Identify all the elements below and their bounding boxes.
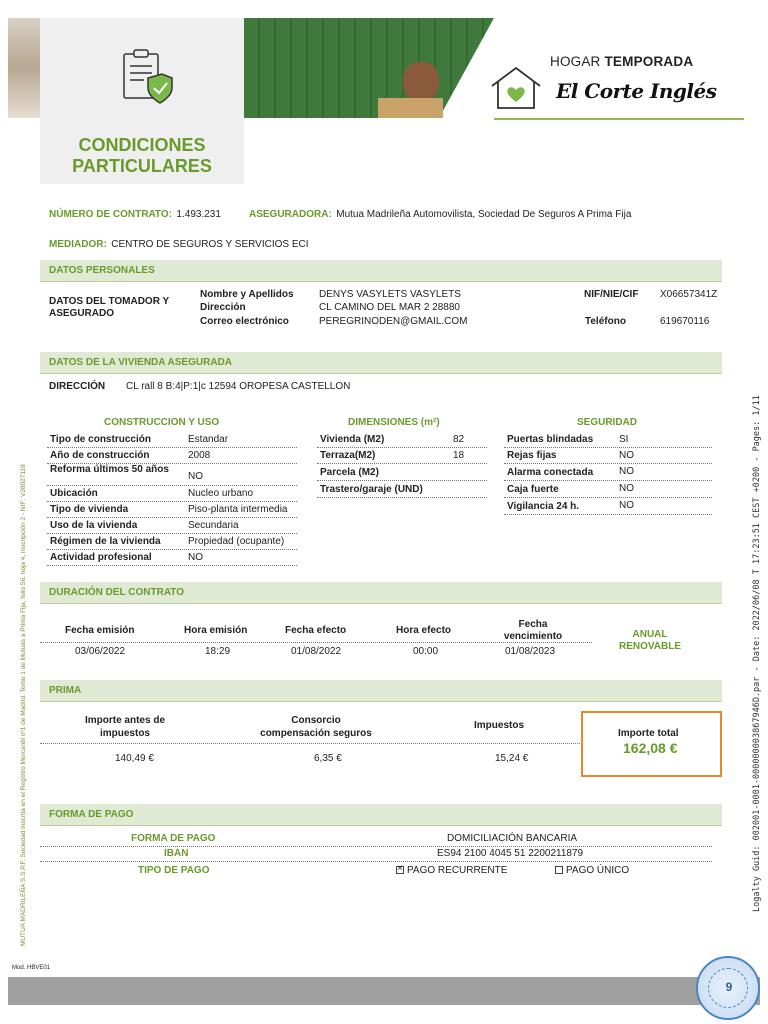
section-duration: DURACIÓN DEL CONTRATO xyxy=(40,582,722,604)
consortium-label-line2: compensación seguros xyxy=(260,728,372,739)
construction-row xyxy=(47,534,297,550)
construction-row xyxy=(47,432,297,448)
security-label: Caja fuerte xyxy=(507,484,559,495)
pre-tax-label-line1: Importe antes de xyxy=(84,715,166,726)
total-label: Importe total xyxy=(618,728,679,739)
address-label: Dirección xyxy=(200,302,246,313)
security-value: NO xyxy=(619,483,634,494)
duration-divider xyxy=(40,642,592,643)
vase-image xyxy=(403,62,439,100)
dimension-value: 18 xyxy=(453,450,465,461)
effect-date-value: 01/08/2022 xyxy=(291,646,342,657)
consortium-value: 6,35 € xyxy=(314,753,342,764)
model-code: Mod. HBVE01 xyxy=(12,965,51,971)
dimension-label: Vivienda (M2) xyxy=(320,434,385,445)
security-label: Rejas fijas xyxy=(507,450,557,461)
construction-label: Año de construcción xyxy=(50,450,150,461)
nif-value: X06657341Z xyxy=(660,289,718,300)
header-rule xyxy=(494,118,744,120)
name-label: Nombre y Apellidos xyxy=(200,289,294,300)
page-number: 9 xyxy=(725,980,733,994)
security-value: SI xyxy=(619,434,629,445)
security-value: NO xyxy=(619,500,634,511)
construction-row xyxy=(47,448,297,464)
construction-row xyxy=(47,464,297,486)
construction-label: Reforma últimos 50 años xyxy=(50,464,169,475)
recurring-payment-option xyxy=(396,865,507,876)
consortium-label-line1: Consorcio xyxy=(291,715,341,726)
construction-value: NO xyxy=(188,552,203,563)
renewal-line1: ANUAL xyxy=(632,629,668,640)
insurer-label: ASEGURADORA: xyxy=(249,209,332,220)
section-personal-data: DATOS PERSONALES xyxy=(40,260,722,282)
security-label: Alarma conectada xyxy=(507,467,594,478)
recurring-checkbox-icon xyxy=(396,866,404,874)
email-value: PEREGRINODEN@GMAIL.COM xyxy=(319,316,468,327)
dimension-label: Terraza(M2) xyxy=(320,450,376,461)
security-row xyxy=(504,498,712,515)
single-checkbox-icon xyxy=(555,866,563,874)
construction-value: Estandar xyxy=(188,434,229,445)
house-heart-icon xyxy=(488,64,544,112)
dwelling-address-value: CL rall 8 B:4|P:1|c 12594 OROPESA CASTELLON xyxy=(126,381,351,392)
construction-row xyxy=(47,486,297,502)
policyholder-heading: DATOS DEL TOMADOR Y ASEGURADO xyxy=(49,296,170,319)
construction-value: 2008 xyxy=(188,450,211,461)
construction-label: Ubicación xyxy=(50,488,98,499)
product-name-prefix: HOGAR xyxy=(550,54,605,69)
security-value: NO xyxy=(619,450,634,461)
payment-divider-1 xyxy=(40,846,712,847)
construction-label: Uso de la vivienda xyxy=(50,520,138,531)
security-value: NO xyxy=(619,466,634,477)
dimension-label: Parcela (M2) xyxy=(320,467,379,478)
contract-number xyxy=(49,204,221,222)
pre-tax-label-line2: impuestos xyxy=(99,728,150,739)
name-value: DENYS VASYLETS VASYLETS xyxy=(319,289,461,300)
consortium-label xyxy=(246,714,386,740)
expiry-label-line1: Fecha xyxy=(518,619,548,630)
section-dwelling: DATOS DE LA VIVIENDA ASEGURADA xyxy=(40,352,722,374)
taxes-label: Impuestos xyxy=(474,720,525,731)
construction-heading: CONSTRUCCION Y USO xyxy=(104,417,220,428)
pre-tax-value: 140,49 € xyxy=(115,753,154,764)
footer-bar xyxy=(8,977,760,1005)
taxes-value: 15,24 € xyxy=(495,753,529,764)
construction-label: Actividad profesional xyxy=(50,552,152,563)
iban-value: ES94 2100 4045 51 2200211879 xyxy=(437,848,584,859)
contract-number-value: 1.493.231 xyxy=(176,209,221,220)
construction-value: Propiedad (ocupante) xyxy=(188,536,285,547)
security-heading: SEGURIDAD xyxy=(577,417,638,428)
renewal-type xyxy=(610,629,690,653)
payment-divider-2 xyxy=(40,861,712,862)
expiry-date-value: 01/08/2023 xyxy=(505,646,556,657)
pre-tax-label xyxy=(66,714,184,740)
phone-value: 619670116 xyxy=(660,316,710,327)
dimension-row xyxy=(317,432,487,448)
broker-value: CENTRO DE SEGUROS Y SERVICIOS ECI xyxy=(111,239,309,250)
header-photo-left xyxy=(8,18,42,118)
effect-time-label: Hora efecto xyxy=(396,625,452,636)
email-label: Correo electrónico xyxy=(200,316,289,327)
payment-type-label: TIPO DE PAGO xyxy=(138,865,210,876)
address-value: CL CAMINO DEL MAR 2 28880 xyxy=(319,302,460,313)
payment-method-value: DOMICILIACIÓN BANCARIA xyxy=(447,833,578,844)
single-payment-label: PAGO ÚNICO xyxy=(566,865,630,876)
recurring-payment-label: PAGO RECURRENTE xyxy=(407,865,508,876)
construction-label: Régimen de la vivienda xyxy=(50,536,161,547)
security-row xyxy=(504,448,712,464)
payment-method-label: FORMA DE PAGO xyxy=(131,833,216,844)
expiry-label xyxy=(496,619,570,643)
construction-label: Tipo de vivienda xyxy=(50,504,129,515)
renewal-line2: RENOVABLE xyxy=(618,641,682,652)
expiry-label-line2: vencimiento xyxy=(503,631,563,642)
construction-row xyxy=(47,518,297,534)
construction-value: Nucleo urbano xyxy=(188,488,254,499)
construction-value: Secundaria xyxy=(188,520,239,531)
product-name xyxy=(550,54,693,69)
product-name-bold: TEMPORADA xyxy=(604,54,694,69)
iban-label: IBAN xyxy=(164,848,189,859)
security-row xyxy=(504,432,712,448)
dimension-row xyxy=(317,464,487,481)
security-row xyxy=(504,464,712,481)
section-premium: PRIMA xyxy=(40,680,722,702)
insurer-value: Mutua Madrileña Automovilista, Sociedad De Seguros A Prima Fija xyxy=(336,209,632,220)
issue-time-value: 18:29 xyxy=(205,646,231,657)
shelf-image xyxy=(378,98,443,118)
section-payment: FORMA DE PAGO xyxy=(40,804,722,826)
nif-label: NIF/NIE/CIF xyxy=(584,289,639,300)
dwelling-address-label: DIRECCIÓN xyxy=(49,381,106,392)
security-label: Vigilancia 24 h. xyxy=(507,501,580,512)
total-value: 162,08 € xyxy=(623,740,678,756)
page-title-line2: PARTICULARES xyxy=(72,156,212,176)
dimension-row xyxy=(317,448,487,464)
security-label: Puertas blindadas xyxy=(507,434,594,445)
issue-date-label: Fecha emisión xyxy=(65,625,135,636)
phone-label: Teléfono xyxy=(585,316,626,327)
contract-number-label: NÚMERO DE CONTRATO: xyxy=(49,209,172,220)
page-title-line1: CONDICIONES xyxy=(78,135,206,155)
dimension-value: 82 xyxy=(453,434,465,445)
security-row xyxy=(504,481,712,498)
construction-row xyxy=(47,550,297,566)
broker-label: MEDIADOR: xyxy=(49,239,107,250)
construction-row xyxy=(47,502,297,518)
dimension-row xyxy=(317,481,487,498)
policy-document-icon xyxy=(118,48,174,106)
dimensions-heading: DIMENSIONES (m²) xyxy=(348,417,440,428)
effect-date-label: Fecha efecto xyxy=(285,625,347,636)
construction-value: Piso-planta intermedia xyxy=(188,504,288,515)
construction-label: Tipo de construcción xyxy=(50,434,151,445)
store-logo: El Corte Inglés xyxy=(556,79,717,103)
signature-stamp-text: Logalty Guid: 002001-0001-000000003867946D.par - Date: 2022/06/08 T 17:23:51 CEST +0200 - Pages: 1/11 xyxy=(752,395,762,912)
construction-value: NO xyxy=(188,471,203,482)
legal-side-text: MUTUA MADRILEÑA S.S.P.F. Sociedad inscrita en el Registro Mercantil nº1 de Madrid. Tomo 1 de Mutuas a Prima Fija, folio 56, hoja 4, inscripción 2 - NIF: V28027118 xyxy=(20,464,27,946)
broker xyxy=(49,234,309,252)
premium-divider xyxy=(40,743,580,744)
insurer xyxy=(249,204,631,222)
single-payment-option xyxy=(555,865,629,876)
effect-time-value: 00:00 xyxy=(413,646,439,657)
dimension-label: Trastero/garaje (UND) xyxy=(320,484,423,495)
issue-date-value: 03/06/2022 xyxy=(75,646,126,657)
page-title xyxy=(40,135,244,177)
header-photo-green-wall xyxy=(244,18,494,118)
issue-time-label: Hora emisión xyxy=(184,625,248,636)
